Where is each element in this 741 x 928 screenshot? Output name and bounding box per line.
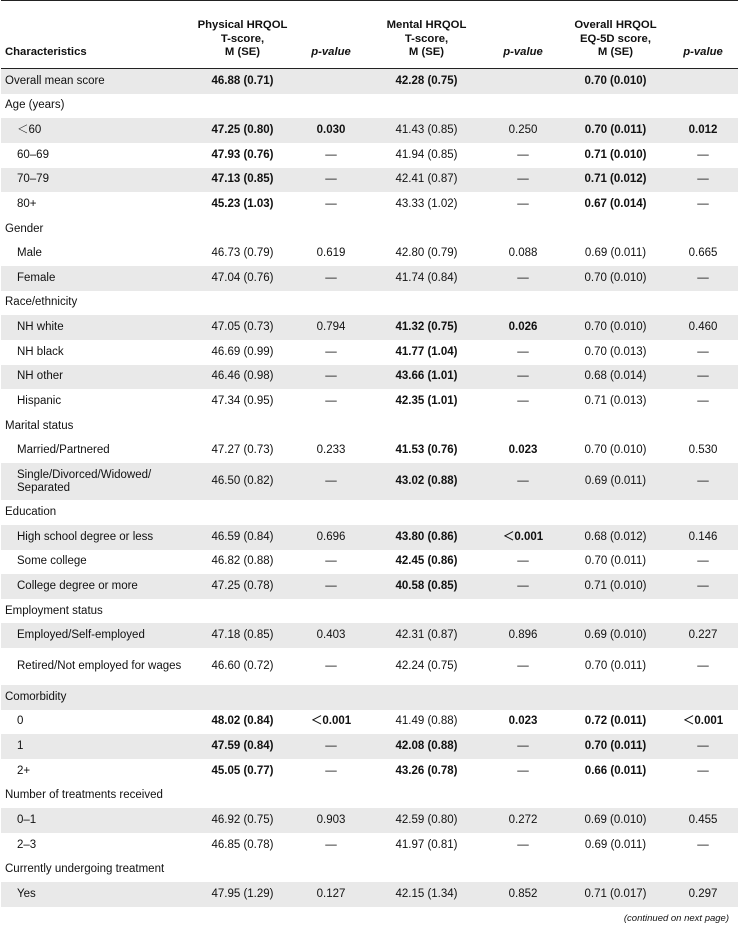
table-row xyxy=(1,365,738,390)
row-label: 80+ xyxy=(17,197,37,210)
pvalue-cell: — xyxy=(292,574,370,599)
pvalue-cell: 0.146 xyxy=(668,525,738,550)
table-row xyxy=(1,439,738,464)
pvalue-cell: 0.852 xyxy=(483,882,563,907)
empty-cell xyxy=(668,217,738,242)
empty-cell xyxy=(483,217,563,242)
group-header-row xyxy=(1,858,738,883)
empty-cell xyxy=(370,599,483,624)
pvalue-cell: — xyxy=(483,168,563,193)
score-cell: 43.66 (1.01) xyxy=(370,365,483,390)
score-cell: 41.49 (0.88) xyxy=(395,715,458,728)
score-cell: 46.46 (0.98) xyxy=(193,365,292,390)
empty-cell xyxy=(292,414,370,439)
score-cell: 46.50 (0.82) xyxy=(193,463,292,500)
group-label: Gender xyxy=(5,222,44,235)
group-label: Number of treatments received xyxy=(5,789,163,802)
score-cell: 0.70 (0.011) xyxy=(563,118,668,143)
header-overall: Overall HRQOL EQ-5D score, M (SE) xyxy=(563,1,668,69)
empty-cell xyxy=(292,784,370,809)
empty-cell xyxy=(563,858,668,883)
continued-note: (continued on next page) xyxy=(623,912,729,924)
score-cell: 48.02 (0.84) xyxy=(211,715,274,728)
score-cell: 47.05 (0.73) xyxy=(193,315,292,340)
pvalue-cell: — xyxy=(668,734,738,759)
pvalue-cell: 0.896 xyxy=(483,623,563,648)
row-label: Married/Partnered xyxy=(17,444,110,457)
score-cell: 0.68 (0.012) xyxy=(563,525,668,550)
empty-cell xyxy=(483,858,563,883)
score-cell: 0.69 (0.011) xyxy=(584,247,647,260)
score-cell: 41.53 (0.76) xyxy=(395,444,458,457)
row-label: NH black xyxy=(17,345,64,358)
empty-cell xyxy=(483,414,563,439)
pvalue-cell: 0.023 xyxy=(508,444,538,457)
table-row xyxy=(1,759,738,784)
score-cell: 41.77 (1.04) xyxy=(395,345,458,358)
pvalue-cell: 0.012 xyxy=(668,118,738,143)
table-row xyxy=(1,808,738,833)
score-cell: 46.59 (0.84) xyxy=(193,525,292,550)
empty-cell xyxy=(370,414,483,439)
score-cell: 0.70 (0.010) xyxy=(584,444,647,457)
table-row xyxy=(1,463,738,500)
pvalue-cell: 0.665 xyxy=(688,247,718,260)
row-label: Female xyxy=(1,266,193,291)
row-label: Retired/Not employed for wages xyxy=(17,659,182,672)
empty-cell xyxy=(483,599,563,624)
row-label: High school degree or less xyxy=(1,525,193,550)
pvalue-cell: — xyxy=(325,555,337,568)
table-row xyxy=(1,315,738,340)
group-label: Race/ethnicity xyxy=(5,296,78,309)
pvalue-cell: — xyxy=(668,365,738,390)
score-cell: 0.72 (0.011) xyxy=(584,715,647,728)
empty-cell xyxy=(193,858,292,883)
score-cell: 0.70 (0.010) xyxy=(563,69,668,94)
pvalue-cell: — xyxy=(697,197,709,210)
table-row xyxy=(1,710,738,735)
empty-cell xyxy=(193,500,292,525)
group-header-row xyxy=(1,784,738,809)
score-cell: 0.71 (0.013) xyxy=(584,395,647,408)
pvalue-cell: — xyxy=(325,148,337,161)
pvalue-cell: — xyxy=(325,659,337,672)
pvalue-cell: — xyxy=(517,345,529,358)
score-cell: 0.70 (0.010) xyxy=(563,266,668,291)
empty-cell xyxy=(370,217,483,242)
score-cell: 47.13 (0.85) xyxy=(193,168,292,193)
table-row xyxy=(1,168,738,193)
row-label: Male xyxy=(17,247,42,260)
header-characteristics: Characteristics xyxy=(1,1,193,69)
group-label: Education xyxy=(5,505,57,518)
pvalue-cell: — xyxy=(325,838,337,851)
pvalue-cell: 0.619 xyxy=(316,247,346,260)
empty-cell xyxy=(193,414,292,439)
score-cell: 47.04 (0.76) xyxy=(193,266,292,291)
pvalue-cell: — xyxy=(325,764,337,777)
empty-cell xyxy=(483,291,563,316)
table-row xyxy=(1,340,738,365)
score-cell: 43.33 (1.02) xyxy=(395,197,458,210)
pvalue-cell: — xyxy=(517,838,529,851)
score-cell: 41.94 (0.85) xyxy=(395,148,458,161)
pvalue-cell: 0.403 xyxy=(292,623,370,648)
pvalue-cell: — xyxy=(697,395,709,408)
pvalue-cell: — xyxy=(483,574,563,599)
empty-cell xyxy=(563,599,668,624)
empty-cell xyxy=(563,217,668,242)
table-row xyxy=(1,550,738,575)
row-label: College degree or more xyxy=(1,574,193,599)
score-cell: 42.08 (0.88) xyxy=(370,734,483,759)
empty-cell xyxy=(668,784,738,809)
empty-cell xyxy=(193,784,292,809)
row-label: Hispanic xyxy=(17,395,62,408)
pvalue-cell: — xyxy=(668,168,738,193)
header-physical: Physical HRQOL T-score, M (SE) xyxy=(193,1,292,69)
row-label: Single/Divorced/Widowed/ Separated xyxy=(1,463,193,500)
empty-cell xyxy=(668,94,738,119)
score-cell: 0.69 (0.010) xyxy=(563,808,668,833)
score-cell: 47.27 (0.73) xyxy=(211,444,274,457)
header-pvalue-physical: p-value xyxy=(292,1,370,69)
empty-cell xyxy=(563,94,668,119)
empty-cell xyxy=(483,500,563,525)
score-cell: 43.80 (0.86) xyxy=(370,525,483,550)
pvalue-cell: 0.088 xyxy=(508,247,538,260)
group-header-row xyxy=(1,94,738,119)
pvalue-cell: ＜0.001 xyxy=(483,525,563,550)
pvalue-cell: 0.127 xyxy=(292,882,370,907)
pvalue-cell: 0.455 xyxy=(668,808,738,833)
pvalue-cell: — xyxy=(697,659,709,672)
empty-cell xyxy=(370,784,483,809)
score-cell: 47.93 (0.76) xyxy=(211,148,274,161)
score-cell: 42.80 (0.79) xyxy=(395,247,458,260)
empty-cell xyxy=(563,685,668,710)
score-cell: 42.15 (1.34) xyxy=(370,882,483,907)
pvalue-cell: — xyxy=(517,555,529,568)
score-cell: 42.59 (0.80) xyxy=(370,808,483,833)
empty-cell xyxy=(668,599,738,624)
score-cell: 47.59 (0.84) xyxy=(193,734,292,759)
row-label: Employed/Self-employed xyxy=(1,623,193,648)
empty-cell xyxy=(193,94,292,119)
score-cell: 46.69 (0.99) xyxy=(211,345,274,358)
group-label: Currently undergoing treatment xyxy=(5,863,165,876)
empty-cell xyxy=(370,685,483,710)
pvalue-cell: 0.026 xyxy=(483,315,563,340)
table-row xyxy=(1,143,738,168)
table-row xyxy=(1,734,738,759)
score-cell: 0.68 (0.014) xyxy=(563,365,668,390)
score-cell: 46.92 (0.75) xyxy=(193,808,292,833)
pvalue-cell: — xyxy=(517,197,529,210)
pvalue-cell: 0.227 xyxy=(668,623,738,648)
pvalue-cell: — xyxy=(292,365,370,390)
empty-cell xyxy=(668,500,738,525)
empty-cell xyxy=(292,685,370,710)
score-cell: 0.67 (0.014) xyxy=(584,197,647,210)
score-cell: 42.41 (0.87) xyxy=(370,168,483,193)
pvalue-cell: — xyxy=(517,148,529,161)
row-label: 1 xyxy=(1,734,193,759)
empty-cell xyxy=(370,291,483,316)
row-label: 0–1 xyxy=(1,808,193,833)
group-label: Employment status xyxy=(5,604,103,617)
pvalue-cell: 0.250 xyxy=(483,118,563,143)
pvalue-cell: — xyxy=(483,463,563,500)
score-cell: 47.18 (0.85) xyxy=(193,623,292,648)
score-cell: 0.70 (0.011) xyxy=(563,734,668,759)
empty-cell xyxy=(292,291,370,316)
row-label: ＜60 xyxy=(1,118,193,143)
score-cell: 47.25 (0.80) xyxy=(193,118,292,143)
score-cell: 0.71 (0.010) xyxy=(563,574,668,599)
empty-cell xyxy=(193,685,292,710)
table-row xyxy=(1,574,738,599)
score-cell: 0.70 (0.013) xyxy=(584,345,647,358)
pvalue-cell: — xyxy=(517,659,529,672)
score-cell: 46.88 (0.71) xyxy=(193,69,292,94)
pvalue-cell: 0.530 xyxy=(688,444,718,457)
pvalue-cell: — xyxy=(697,764,709,777)
table-row xyxy=(1,833,738,858)
empty-cell xyxy=(292,858,370,883)
pvalue-cell: 0.696 xyxy=(292,525,370,550)
pvalue-cell: 0.903 xyxy=(292,808,370,833)
empty-cell xyxy=(668,291,738,316)
pvalue-cell: — xyxy=(697,555,709,568)
empty-cell xyxy=(193,599,292,624)
pvalue-cell: ＜0.001 xyxy=(682,715,724,728)
group-header-row xyxy=(1,217,738,242)
score-cell: 0.69 (0.011) xyxy=(563,463,668,500)
score-cell: 46.73 (0.79) xyxy=(211,247,274,260)
header-pvalue-mental: p-value xyxy=(483,1,563,69)
score-cell: 46.82 (0.88) xyxy=(211,555,274,568)
pvalue-cell: — xyxy=(325,345,337,358)
score-cell: 43.02 (0.88) xyxy=(370,463,483,500)
row-label: 0 xyxy=(17,715,24,728)
score-cell: 0.70 (0.011) xyxy=(584,659,647,672)
group-header-row xyxy=(1,414,738,439)
empty-cell xyxy=(668,685,738,710)
pvalue-cell: 0.297 xyxy=(668,882,738,907)
header-pvalue-overall: p-value xyxy=(668,1,738,69)
table-row xyxy=(1,192,738,217)
pvalue-cell xyxy=(483,69,563,94)
score-cell: 42.31 (0.87) xyxy=(370,623,483,648)
score-cell: 0.70 (0.011) xyxy=(584,555,647,568)
row-label: Some college xyxy=(17,555,87,568)
pvalue-cell: — xyxy=(668,574,738,599)
group-header-row xyxy=(1,599,738,624)
pvalue-cell: — xyxy=(325,395,337,408)
pvalue-cell: — xyxy=(292,168,370,193)
table-row xyxy=(1,648,738,685)
score-cell: 0.71 (0.010) xyxy=(584,148,647,161)
table-row xyxy=(1,882,738,907)
score-cell: 0.69 (0.010) xyxy=(563,623,668,648)
pvalue-cell: — xyxy=(697,345,709,358)
score-cell: 42.24 (0.75) xyxy=(395,659,458,672)
pvalue-cell: 0.023 xyxy=(508,715,538,728)
score-cell: 0.71 (0.012) xyxy=(563,168,668,193)
pvalue-cell: 0.460 xyxy=(668,315,738,340)
header-mental: Mental HRQOL T-score, M (SE) xyxy=(370,1,483,69)
score-cell: 42.35 (1.01) xyxy=(395,395,458,408)
row-label: 60–69 xyxy=(17,148,49,161)
table-row xyxy=(1,525,738,550)
row-label: Yes xyxy=(1,882,193,907)
pvalue-cell: — xyxy=(483,365,563,390)
row-label: Overall mean score xyxy=(1,69,193,94)
score-cell: 41.43 (0.85) xyxy=(370,118,483,143)
pvalue-cell xyxy=(292,69,370,94)
group-header-row xyxy=(1,500,738,525)
empty-cell xyxy=(292,217,370,242)
score-cell: 0.71 (0.017) xyxy=(563,882,668,907)
table-row xyxy=(1,118,738,143)
empty-cell xyxy=(292,500,370,525)
pvalue-cell: ＜0.001 xyxy=(310,715,352,728)
empty-cell xyxy=(370,500,483,525)
score-cell: 41.97 (0.81) xyxy=(395,838,458,851)
score-cell: 45.23 (1.03) xyxy=(211,197,274,210)
pvalue-cell: — xyxy=(325,197,337,210)
score-cell: 43.26 (0.78) xyxy=(395,764,458,777)
pvalue-cell: — xyxy=(668,463,738,500)
empty-cell xyxy=(483,94,563,119)
pvalue-cell: — xyxy=(517,764,529,777)
empty-cell xyxy=(563,414,668,439)
score-cell: 0.66 (0.011) xyxy=(584,764,647,777)
table-body xyxy=(1,69,738,907)
row-label: NH white xyxy=(1,315,193,340)
group-label: Comorbidity xyxy=(1,685,193,710)
score-cell: 42.45 (0.86) xyxy=(395,555,458,568)
empty-cell xyxy=(193,217,292,242)
group-header-row xyxy=(1,291,738,316)
score-cell: 0.69 (0.011) xyxy=(584,838,647,851)
pvalue-cell: — xyxy=(292,266,370,291)
pvalue-cell: 0.233 xyxy=(316,444,346,457)
pvalue-cell: — xyxy=(517,395,529,408)
empty-cell xyxy=(668,414,738,439)
empty-cell xyxy=(563,784,668,809)
score-cell: 42.28 (0.75) xyxy=(370,69,483,94)
pvalue-cell xyxy=(668,69,738,94)
empty-cell xyxy=(292,94,370,119)
empty-cell xyxy=(292,599,370,624)
empty-cell xyxy=(370,858,483,883)
score-cell: 41.74 (0.84) xyxy=(370,266,483,291)
row-label: 70–79 xyxy=(1,168,193,193)
row-label: 2–3 xyxy=(17,838,37,851)
score-cell: 47.25 (0.78) xyxy=(193,574,292,599)
score-cell: 40.58 (0.85) xyxy=(370,574,483,599)
table-row xyxy=(1,241,738,266)
pvalue-cell: — xyxy=(483,734,563,759)
table-row xyxy=(1,266,738,291)
group-header-row xyxy=(1,685,738,710)
score-cell: 46.60 (0.72) xyxy=(211,659,274,672)
group-label: Age (years) xyxy=(5,99,65,112)
row-label: 2+ xyxy=(17,764,31,777)
score-cell: 46.85 (0.78) xyxy=(211,838,274,851)
score-cell: 47.34 (0.95) xyxy=(211,395,274,408)
score-cell: 0.70 (0.010) xyxy=(563,315,668,340)
pvalue-cell: — xyxy=(483,266,563,291)
pvalue-cell: — xyxy=(292,734,370,759)
score-cell: 47.95 (1.29) xyxy=(193,882,292,907)
pvalue-cell: — xyxy=(668,266,738,291)
pvalue-cell: 0.794 xyxy=(292,315,370,340)
empty-cell xyxy=(668,858,738,883)
table-row xyxy=(1,623,738,648)
table-row xyxy=(1,69,738,94)
pvalue-cell: 0.030 xyxy=(292,118,370,143)
pvalue-cell: — xyxy=(697,148,709,161)
pvalue-cell: — xyxy=(292,463,370,500)
empty-cell xyxy=(370,94,483,119)
empty-cell xyxy=(483,685,563,710)
table-header xyxy=(1,1,738,69)
pvalue-cell: — xyxy=(697,838,709,851)
row-label: NH other xyxy=(1,365,193,390)
empty-cell xyxy=(563,500,668,525)
empty-cell xyxy=(563,291,668,316)
group-label: Marital status xyxy=(5,419,74,432)
empty-cell xyxy=(483,784,563,809)
score-cell: 45.05 (0.77) xyxy=(211,764,274,777)
score-cell: 41.32 (0.75) xyxy=(370,315,483,340)
hrqol-table xyxy=(1,0,738,907)
empty-cell xyxy=(193,291,292,316)
table-row xyxy=(1,389,738,414)
pvalue-cell: 0.272 xyxy=(483,808,563,833)
